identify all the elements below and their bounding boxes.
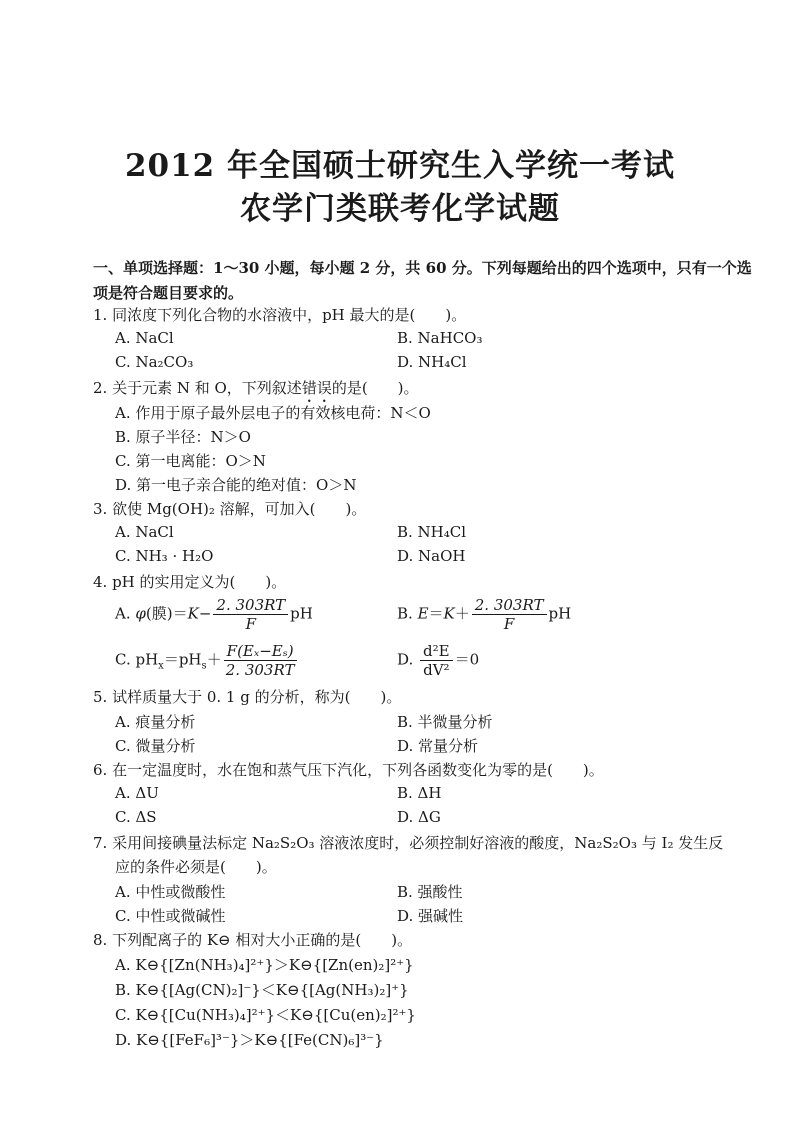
q4-option-c: C. $pH_x=pH_s+$ $\frac{\text{F(Eₓ−Eₛ)}}{2. 303RT}$ (115, 642, 299, 679)
q4-c-numerator: F(Eₓ−Eₛ) (224, 642, 297, 661)
q6-option-a: A. ΔU (115, 784, 159, 802)
q8-option-d: D. K⊖{[FeF₆]³⁻}＞K⊖{[Fe(CN)₆]³⁻} (115, 1031, 384, 1049)
q1-option-c: C. Na₂CO₃ (115, 353, 194, 371)
q8-option-b: B. K⊖{[Ag(CN)₂]⁻}＜K⊖{[Ag(NH₃)₂]⁺} (115, 981, 409, 999)
q2-option-d: D. 第一电子亲合能的绝对值：O＞N (115, 476, 357, 494)
q1-option-a: A. NaCl (115, 329, 174, 347)
q3-option-d: D. NaOH (397, 547, 466, 565)
question-4-stem: 4. pH 的实用定义为( )。 (93, 573, 287, 591)
q4-b-fraction (472, 596, 547, 633)
q3-option-b: B. NH₄Cl (397, 523, 467, 541)
q6-option-c: C. ΔS (115, 808, 157, 826)
q2-stem-post: 的是( )。 (331, 379, 419, 397)
q5-option-a: A. 痕量分析 (115, 713, 196, 731)
question-7-stem-line1: 7. 采用间接碘量法标定 Na₂S₂O₃ 溶液浓度时，必须控制好溶液的酸度，Na₂S₂O₃ 与 I₂ 发生反 (93, 834, 724, 852)
q4-option-b: B. E＝K＋ $\frac{2. 303RT}{F}$ pH (397, 596, 572, 633)
q4-a-fraction (213, 596, 288, 633)
q4-c-denominator: 2. 303RT (225, 661, 295, 679)
q4-a-numerator: 2. 303RT (213, 596, 288, 615)
q2-stem-pre: 2. 关于元素 N 和 O，下列叙述 (93, 379, 302, 397)
q7-option-c: C. 中性或微碱性 (115, 907, 226, 925)
q8-option-c: C. K⊖{[Cu(NH₃)₄]²⁺}＜K⊖{[Cu(en)₂]²⁺} (115, 1006, 416, 1024)
section-instructions: 一、单项选择题：1～30 小题，每小题 2 分，共 60 分。下列每题给出的四个选项中，只有一个选项是符合题目要求的。 (93, 259, 752, 302)
q4-option-d: D. $\frac{\text{d²E}}{\text{dV²}}$ ＝0 (397, 642, 480, 679)
q7-option-d: D. 强碱性 (397, 907, 464, 925)
q4-d-numerator: d²E (420, 642, 453, 661)
q2-option-c: C. 第一电离能：O＞N (115, 452, 266, 470)
question-5-stem: 5. 试样质量大于 0. 1 g 的分析，称为( )。 (93, 688, 402, 706)
question-1-stem: 1. 同浓度下列化合物的水溶液中，pH 最大的是( )。 (93, 306, 467, 324)
q6-option-d: D. ΔG (397, 808, 441, 826)
q7-option-b: B. 强酸性 (397, 883, 463, 901)
question-8-stem: 8. 下列配离子的 K⊖ 相对大小正确的是( )。 (93, 931, 413, 949)
q4-a-denominator: F (245, 615, 256, 633)
q1-option-b: B. NaHCO₃ (397, 329, 483, 347)
exam-title-line2: 农学门类联考化学试题 (240, 191, 560, 227)
q3-option-a: A. NaCl (115, 523, 174, 541)
q4-c-fraction (224, 642, 297, 679)
q4-b-denominator: F (503, 615, 515, 633)
q4-option-a: A. φ(膜)＝K− $\frac{2. 303RT}{F}$ pH (115, 596, 313, 633)
q5-option-b: B. 半微量分析 (397, 713, 493, 731)
q8-option-a: A. K⊖{[Zn(NH₃)₄]²⁺}＞K⊖{[Zn(en)₂]²⁺} (115, 956, 414, 974)
q2-stem-emphasis: 错误 (301, 379, 332, 397)
question-6-stem: 6. 在一定温度时，水在饱和蒸气压下汽化，下列各函数变化为零的是( )。 (93, 761, 604, 779)
question-3-stem: 3. 欲使 Mg(OH)₂ 溶解，可加入( )。 (93, 500, 367, 518)
q5-option-c: C. 微量分析 (115, 737, 196, 755)
question-7-stem-line2: 应的条件必须是( )。 (115, 858, 277, 876)
q4-d-fraction (420, 642, 453, 679)
q6-option-b: B. ΔH (397, 784, 442, 802)
q2-option-a: A. 作用于原子最外层电子的有效核电荷：N＜O (115, 404, 431, 422)
q3-option-c: C. NH₃ · H₂O (115, 547, 214, 565)
q7-option-a: A. 中性或微酸性 (115, 883, 226, 901)
q2-option-b: B. 原子半径：N＞O (115, 428, 251, 446)
q4-b-numerator: 2. 303RT (472, 596, 547, 615)
q1-option-d: D. NH₄Cl (397, 353, 467, 371)
q5-option-d: D. 常量分析 (397, 737, 479, 755)
q4-d-denominator: dV² (423, 661, 450, 679)
exam-title-line1: 2012 年全国硕士研究生入学统一考试 (124, 148, 676, 184)
